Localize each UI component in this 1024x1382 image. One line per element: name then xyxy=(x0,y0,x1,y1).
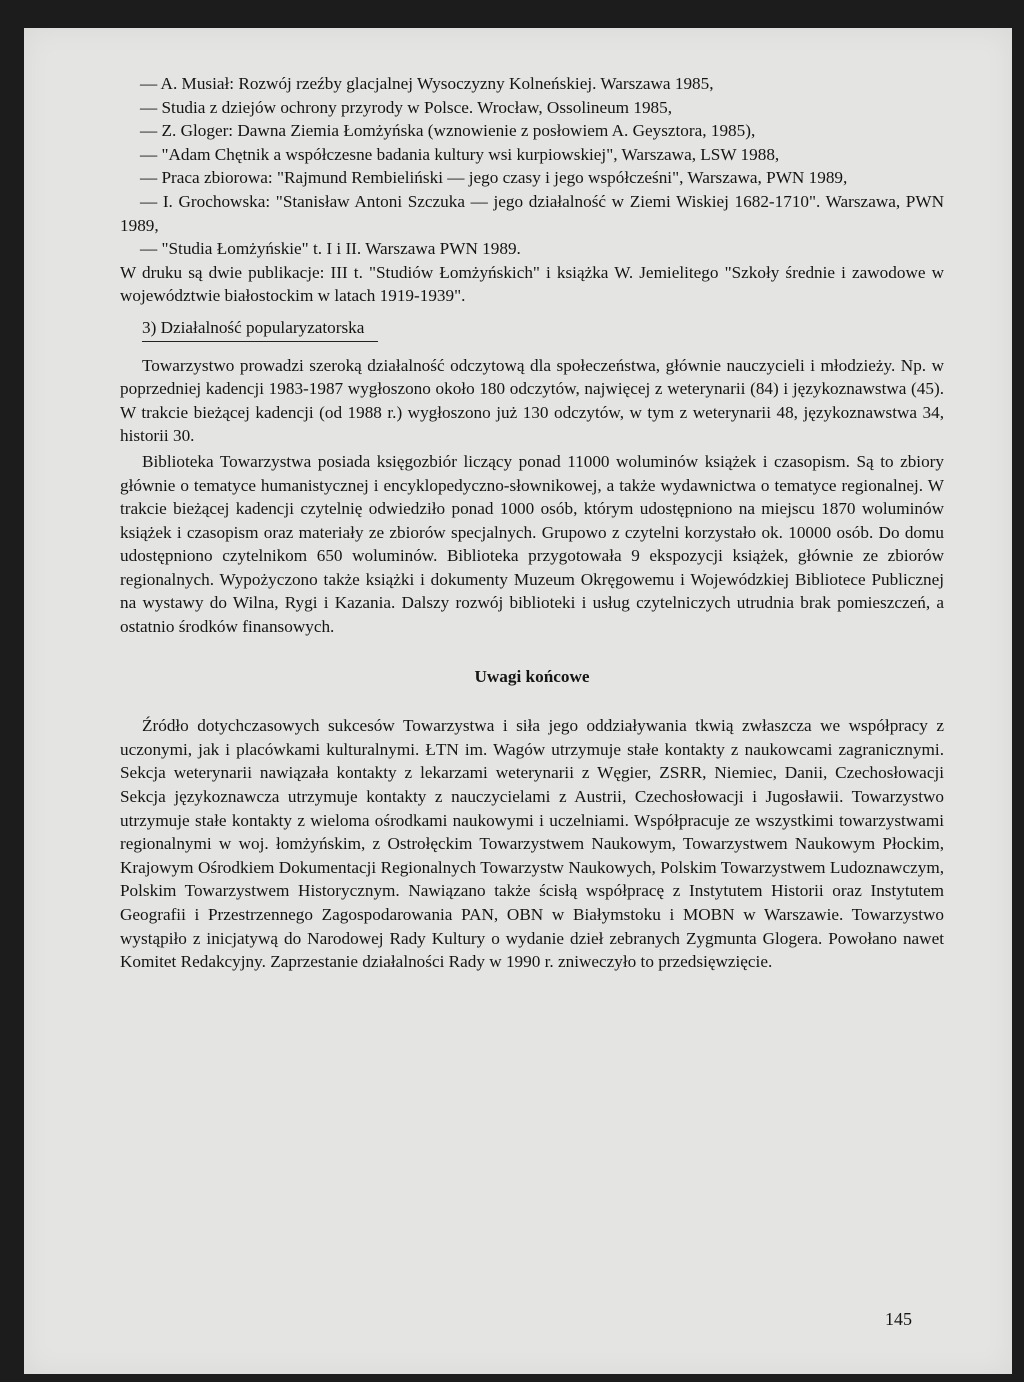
document-page xyxy=(24,28,1012,1374)
bibliography-entry: — "Adam Chętnik a współczesne badania kultury wsi kurpiowskiej", Warszawa, LSW 1988, xyxy=(140,144,780,164)
page-content xyxy=(120,72,944,974)
bibliography-entry: — Praca zbiorowa: "Rajmund Rembieliński — jego czasy i jego współcześni", Warszawa, PWN 1989, xyxy=(140,168,848,188)
bibliography-entry: — A. Musiał: Rozwój rzeźby glacjalnej Wysoczyzny Kolneńskiej. Warszawa 1985, xyxy=(140,74,714,93)
final-heading: Uwagi końcowe xyxy=(474,666,590,686)
section-paragraph: Towarzystwo prowadzi szeroką działalność odczytową dla społeczeństwa, głównie nauczycieli i młodzieży. Np. w poprzedniej kadencji 1983-1987 wygłoszono około 180 odczytów, najwięcej z weterynarii (84) i językoznawstwa (45). W trakcie bieżącej kadencji (od 1988 r.) wygłoszono już 130 odczytów, w tym z weterynarii 48, językoznawstwa 34, historii 30. xyxy=(120,355,944,446)
bibliography-entry: — Studia z dziejów ochrony przyrody w Polsce. Wrocław, Ossolineum 1985, xyxy=(140,97,673,117)
bibliography-entry: — I. Grochowska: "Stanisław Antoni Szczuka — jego działalność w Ziemi Wiskiej 1682-1710". Warszawa, PWN 1989, xyxy=(120,191,944,235)
print-note: W druku są dwie publikacje: III t. "Studiów Łomżyńskich" i książka W. Jemielitego "Szkoły średnie i zawodowe w województwie białostockim w latach 1919-1939". xyxy=(120,262,944,306)
bibliography-entry: — Z. Gloger: Dawna Ziemia Łomżyńska (wznowienie z posłowiem A. Geysztora, 1985), xyxy=(140,121,756,141)
page-number: 145 xyxy=(885,1309,912,1329)
section-paragraph: Biblioteka Towarzystwa posiada księgozbiór liczący ponad 11000 woluminów książek i czasopism. Są to zbiory głównie o tematyce humanistycznej i encyklopedyczno-słownikowej, a także wydawnictwa o tematyce regionalnej. W trakcie bieżącej kadencji czytelnię odwiedziło ponad 1000 osób, którym udostępniono na miejscu 1870 woluminów książek i czasopism oraz materiały ze zbiorów specjalnych. Grupowo z czytelni korzystało ok. 10000 osób. Do domu udostępniono czytelnikom 650 woluminów. Biblioteka przygotowała 9 ekspozycji książek, głównie ze zbiorów regionalnych. Wypożyczono także książki i dokumenty Muzeum Okręgowemu i Wojewódzkiej Bibliotece Publicznej na wystawy do Wilna, Rygi i Kazania. Dalszy rozwój biblioteki i usług czytelniczych utrudnia brak pomieszczeń, a ostatnio środków finansowych. xyxy=(120,451,944,637)
bibliography-entry: — "Studia Łomżyńskie" t. I i II. Warszawa PWN 1989. xyxy=(140,239,521,259)
bibliography-list xyxy=(120,72,944,261)
section-heading: 3) Działalność popularyzatorska xyxy=(142,316,378,342)
final-paragraph: Źródło dotychczasowych sukcesów Towarzystwa i siła jego oddziaływania tkwią zwłaszcza we współpracy z uczonymi, jak i placówkami kulturalnymi. ŁTN im. Wagów utrzymuje stałe kontakty z naukowcami zagranicznymi. Sekcja weterynarii nawiązała kontakty z lekarzami weterynarii z Węgier, ZSRR, Niemiec, Danii, Czechosłowacji Sekcja językoznawcza utrzymuje kontakty z nauczycielami z Austrii, Czechosłowacji i Jugosławii. Towarzystwo utrzymuje stałe kontakty z wieloma ośrodkami naukowymi i uczelniami. Współpracuje ze wszystkimi towarzystwami regionalnymi w woj. łomżyńskim, z Ostrołęckim Towarzystwem Naukowym, Towarzystwem Naukowym Płockim, Krajowym Ośrodkiem Dokumentacji Regionalnych Towarzystw Naukowych, Polskim Towarzystwem Ludoznawczym, Polskim Towarzystwem Historycznym. Nawiązano także ścisłą współpracę z Instytutem Historii oraz Instytutem Geografii i Przestrzennego Zagospodarowania PAN, OBN w Białymstoku i MOBN w Warszawie. Towarzystwo wystąpiło z inicjatywą do Narodowej Rady Kultury o wydanie dzieł zebranych Zygmunta Glogera. Powołano nawet Komitet Redakcyjny. Zaprzestanie działalności Rady w 1990 r. zniweczyło to przedsięwzięcie. xyxy=(120,716,944,972)
